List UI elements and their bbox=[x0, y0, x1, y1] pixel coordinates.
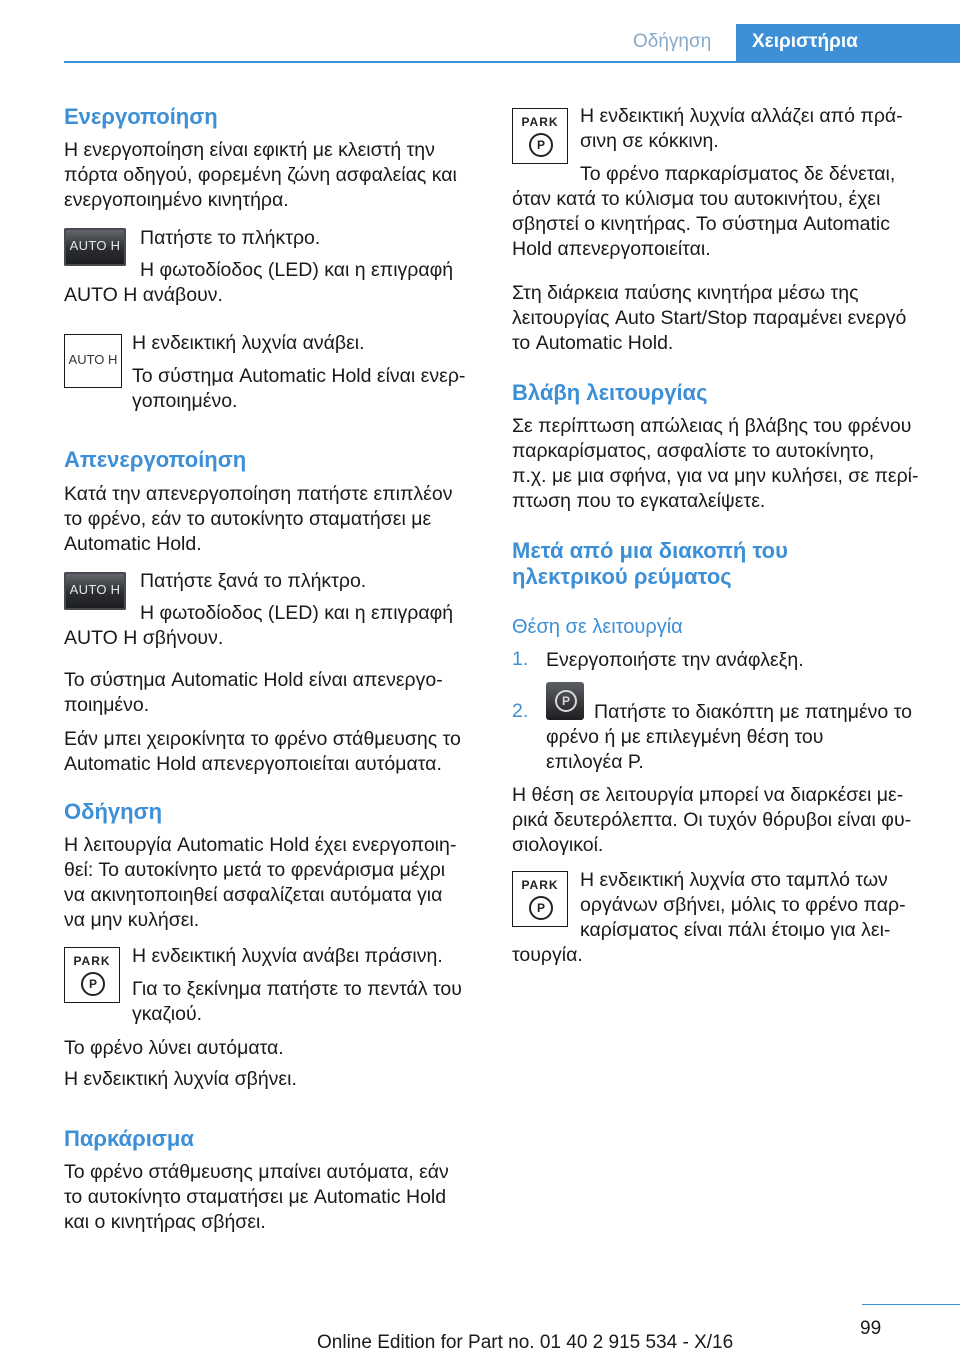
activation-indicator-2a: Το σύστημα Automatic Hold είναι ενερ‐ bbox=[132, 365, 466, 387]
heading-driving: Οδήγηση bbox=[64, 799, 163, 824]
auto-h-indicator-icon: AUTO H bbox=[64, 334, 122, 388]
park-ind-line-5: σβηστεί ο κινητήρας. Το σύστημα Automatic bbox=[512, 213, 890, 235]
auto-h-button-icon: AUTO H bbox=[64, 228, 126, 266]
park-indicator-icon: PARK P bbox=[64, 947, 120, 1003]
step-2-line-2: φρένο ή με επιλεγμένη θέση του bbox=[546, 726, 824, 748]
header-divider bbox=[64, 61, 960, 63]
activation-led-2: AUTO H ανάβουν. bbox=[64, 284, 223, 306]
heading-deactivation: Απενεργοποίηση bbox=[64, 447, 247, 472]
park-ind-line-2: σινη σε κόκκινη. bbox=[580, 130, 719, 152]
activation-press: Πατήστε το πλήκτρο. bbox=[140, 227, 321, 249]
malfunction-line-2: παρκαρίσματος, ασφαλίστε το αυτοκίνητο, bbox=[512, 440, 875, 462]
startup-indicator-2: οργάνων σβήνει, μόλις το φρένο παρ‐ bbox=[580, 894, 906, 916]
parking-line-1: Το φρένο στάθμευσης μπαίνει αυτόματα, εάν bbox=[64, 1161, 449, 1183]
park-ind-line-3: Το φρένο παρκαρίσματος δε δένεται, bbox=[580, 163, 896, 185]
footer-divider bbox=[862, 1304, 960, 1305]
activation-line-3: ενεργοποιημένο κινητήρα. bbox=[64, 189, 289, 211]
park-ind-line-1: Η ενδεικτική λυχνία αλλάζει από πρά‐ bbox=[580, 105, 903, 127]
step-2-line-3: επιλογέα P. bbox=[546, 751, 644, 773]
startup-indicator-4: τουργία. bbox=[512, 944, 583, 966]
driving-line-3: να ακινητοποιηθεί ασφαλίζεται αυτόματα για bbox=[64, 884, 443, 906]
startstop-line-3: το Automatic Hold. bbox=[512, 332, 674, 354]
startup-indicator-3: καρίσματος είναι πάλι έτοιμο για λει‐ bbox=[580, 919, 891, 941]
activation-led-1: Η φωτοδίοδος (LED) και η επιγραφή bbox=[140, 259, 454, 281]
malfunction-line-1: Σε περίπτωση απώλειας ή βλάβης του φρένου bbox=[512, 415, 912, 437]
breadcrumb-section[interactable]: Οδήγηση bbox=[633, 31, 712, 52]
page-number: 99 bbox=[860, 1318, 882, 1339]
parking-brake-switch-icon: P bbox=[546, 682, 584, 720]
deactivation-p2-a: Εάν μπει χειροκίνητα το φρένο στάθμευσης το bbox=[64, 728, 461, 750]
parking-line-2: το αυτοκίνητο σταματήσει με Automatic Hold bbox=[64, 1186, 447, 1208]
driving-line-1: Η λειτουργία Automatic Hold έχει ενεργοποιη‐ bbox=[64, 834, 457, 856]
driving-indicator-1: Η ενδεικτική λυχνία ανάβει πράσινη. bbox=[132, 945, 443, 967]
driving-line-2: θεί: Το αυτοκίνητο μετά το φρενάρισμα μέχρι bbox=[64, 859, 446, 881]
park-indicator-icon: PARK P bbox=[512, 871, 568, 927]
heading-power-interruption-2: ηλεκτρικού ρεύματος bbox=[512, 564, 732, 589]
heading-power-interruption-1: Μετά από μια διακοπή του bbox=[512, 538, 788, 563]
driving-indicator-2a: Για το ξεκίνημα πατήστε το πεντάλ του bbox=[132, 978, 462, 1000]
heading-malfunction: Βλάβη λειτουργίας bbox=[512, 380, 708, 405]
footer-edition: Online Edition for Part no. 01 40 2 915 534 - X/16 bbox=[317, 1332, 734, 1353]
parking-line-3: και ο κινητήρας σβήσει. bbox=[64, 1211, 266, 1233]
malfunction-line-3: π.χ. με μια σφήνα, για να μην κυλήσει, σε περί‐ bbox=[512, 465, 919, 487]
deactivation-led-1: Η φωτοδίοδος (LED) και η επιγραφή bbox=[140, 602, 454, 624]
activation-indicator-2b: γοποιημένο. bbox=[132, 390, 238, 412]
park-ind-line-6: Hold απενεργοποιείται. bbox=[512, 238, 711, 260]
driving-p1: Το φρένο λύνει αυτόματα. bbox=[64, 1037, 284, 1059]
driving-indicator-2b: γκαζιού. bbox=[132, 1003, 203, 1025]
auto-h-button-icon: AUTO H bbox=[64, 572, 126, 610]
deactivation-p1-a: Το σύστημα Automatic Hold είναι απενεργο‐ bbox=[64, 669, 443, 691]
startup-line-1: Η θέση σε λειτουργία μπορεί να διαρκέσει με‐ bbox=[512, 784, 904, 806]
subheading-startup: Θέση σε λειτουργία bbox=[512, 616, 683, 638]
step-2-line-1: Πατήστε το διακόπτη με πατημένο το bbox=[594, 701, 912, 723]
startstop-line-1: Στη διάρκεια παύσης κινητήρα μέσω της bbox=[512, 282, 859, 304]
deactivation-line-3: Automatic Hold. bbox=[64, 533, 202, 555]
activation-indicator-1: Η ενδεικτική λυχνία ανάβει. bbox=[132, 332, 365, 354]
driving-line-4: να μην κυλήσει. bbox=[64, 909, 200, 931]
driving-p2: Η ενδεικτική λυχνία σβήνει. bbox=[64, 1068, 297, 1090]
heading-activation: Ενεργοποίηση bbox=[64, 104, 218, 129]
deactivation-line-2: το φρένο, εάν το αυτοκίνητο σταματήσει με bbox=[64, 508, 432, 530]
deactivation-led-2: AUTO H σβήνουν. bbox=[64, 627, 224, 649]
step-1-text: Ενεργοποιήστε την ανάφλεξη. bbox=[546, 649, 804, 671]
tab-controls-label: Χειριστήρια bbox=[752, 31, 858, 52]
startstop-line-2: λειτουργίας Auto Start/Stop παραμένει ενεργό bbox=[512, 307, 907, 329]
deactivation-p2-b: Automatic Hold απενεργοποιείται αυτόματα. bbox=[64, 753, 442, 775]
deactivation-line-1: Κατά την απενεργοποίηση πατήστε επιπλέον bbox=[64, 483, 453, 505]
step-2-number: 2. bbox=[512, 700, 529, 722]
malfunction-line-4: πτωση που το εγκαταλείψετε. bbox=[512, 490, 766, 512]
park-indicator-icon: PARK P bbox=[512, 108, 568, 164]
activation-line-1: Η ενεργοποίηση είναι εφικτή με κλειστή την bbox=[64, 139, 435, 161]
startup-line-3: σιολογικοί. bbox=[512, 834, 604, 856]
deactivation-p1-b: ποιημένο. bbox=[64, 694, 150, 716]
tab-controls[interactable] bbox=[736, 24, 960, 63]
activation-line-2: πόρτα οδηγού, φορεμένη ζώνη ασφαλείας και bbox=[64, 164, 457, 186]
startup-line-2: ρικά δευτερόλεπτα. Οι τυχόν θόρυβοι είναι φυ‐ bbox=[512, 809, 912, 831]
startup-indicator-1: Η ενδεικτική λυχνία στο ταμπλό των bbox=[580, 869, 888, 891]
park-ind-line-4: όταν κατά το κύλισμα του αυτοκινήτου, έχει bbox=[512, 188, 881, 210]
deactivation-press: Πατήστε ξανά το πλήκτρο. bbox=[140, 570, 367, 592]
heading-parking: Παρκάρισμα bbox=[64, 1126, 194, 1151]
step-1-number: 1. bbox=[512, 648, 529, 670]
